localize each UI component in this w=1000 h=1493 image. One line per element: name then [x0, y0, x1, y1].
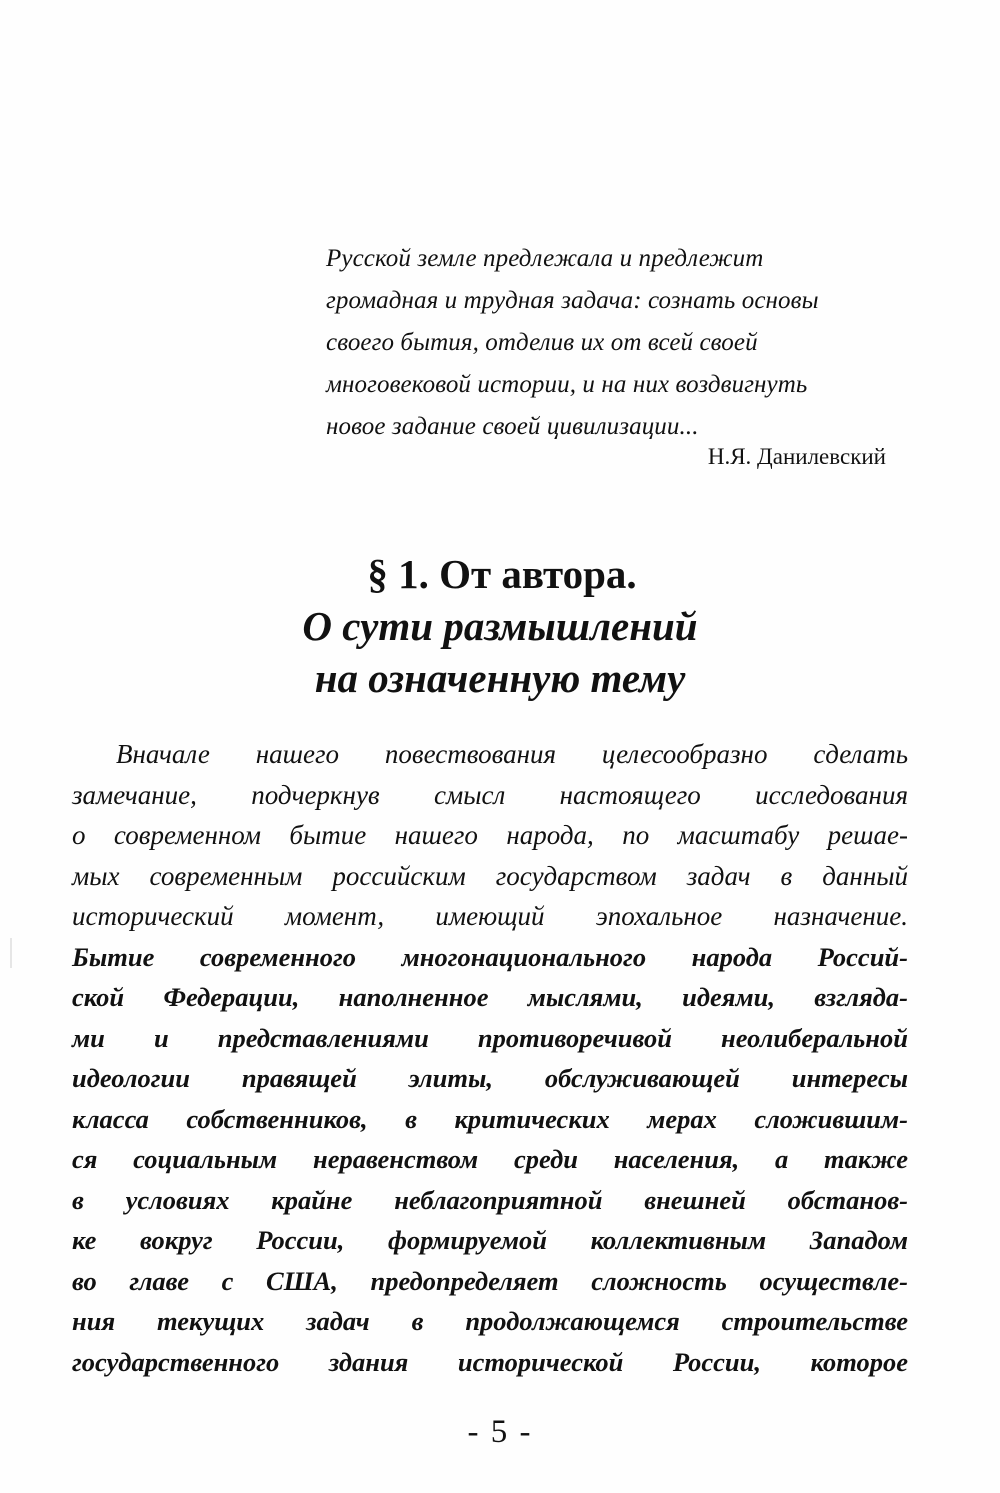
epigraph-line: громадная и трудная задача: сознать основы: [326, 287, 819, 314]
body-line-emphasis: ния текущих задач в продолжающемся строительстве: [72, 1306, 908, 1336]
scan-artifact: [10, 938, 12, 968]
section-title: § 1. От автора.: [367, 551, 637, 597]
body-line-emphasis: ской Федерации, наполненное мыслями, идеями, взгляда-: [72, 982, 908, 1012]
body-line: Вначале нашего повествования целесообразно сделать: [116, 739, 908, 769]
epigraph-line: Русской земле предлежала и предлежит: [326, 245, 764, 272]
body-line: исторический момент, имеющий эпохальное назначение.: [72, 901, 908, 931]
epigraph-author: Н.Я. Данилевский: [707, 444, 886, 469]
body-line: мых современным российским государством задач в данный: [72, 860, 908, 891]
epigraph-line: своего бытия, отделив их от всей своей: [326, 329, 758, 356]
body-line-emphasis: ке вокруг России, формируемой коллективным Западом: [72, 1225, 908, 1255]
epigraph-line: новое задание своей цивилизации...: [326, 413, 699, 440]
body-line: замечание, подчеркнув смысл настоящего исследования: [72, 779, 908, 810]
body-line-emphasis: класса собственников, в критических мерах сложившим-: [72, 1103, 908, 1134]
body-line-emphasis: идеологии правящей элиты, обслуживающей интересы: [72, 1063, 908, 1093]
section-heading: [0, 548, 1000, 704]
body-line-emphasis: государственного здания исторической России, которое: [72, 1346, 908, 1377]
body-line: о современном бытие нашего народа, по масштабу решае-: [72, 820, 908, 850]
body-line-emphasis: в условиях крайне неблагоприятной внешней обстанов-: [72, 1184, 908, 1215]
page-number: - 5 -: [467, 1414, 533, 1450]
body-line-emphasis: Бытие современного многонационального народа Россий-: [72, 941, 908, 972]
body-line-emphasis: ся социальным неравенством среди населения, а также: [72, 1144, 908, 1174]
section-subtitle-line: О сути размышлений: [302, 603, 698, 649]
body-line-emphasis: ми и представлениями противоречивой неолиберальной: [72, 1022, 908, 1053]
epigraph: [326, 238, 906, 472]
epigraph-line: многовековой истории, и на них воздвигнуть: [326, 371, 808, 398]
body-line-emphasis: во главе с США, предопределяет сложность осуществле-: [72, 1265, 908, 1296]
body-paragraph: [72, 734, 908, 1382]
section-subtitle-line: на означенную тему: [314, 655, 686, 701]
